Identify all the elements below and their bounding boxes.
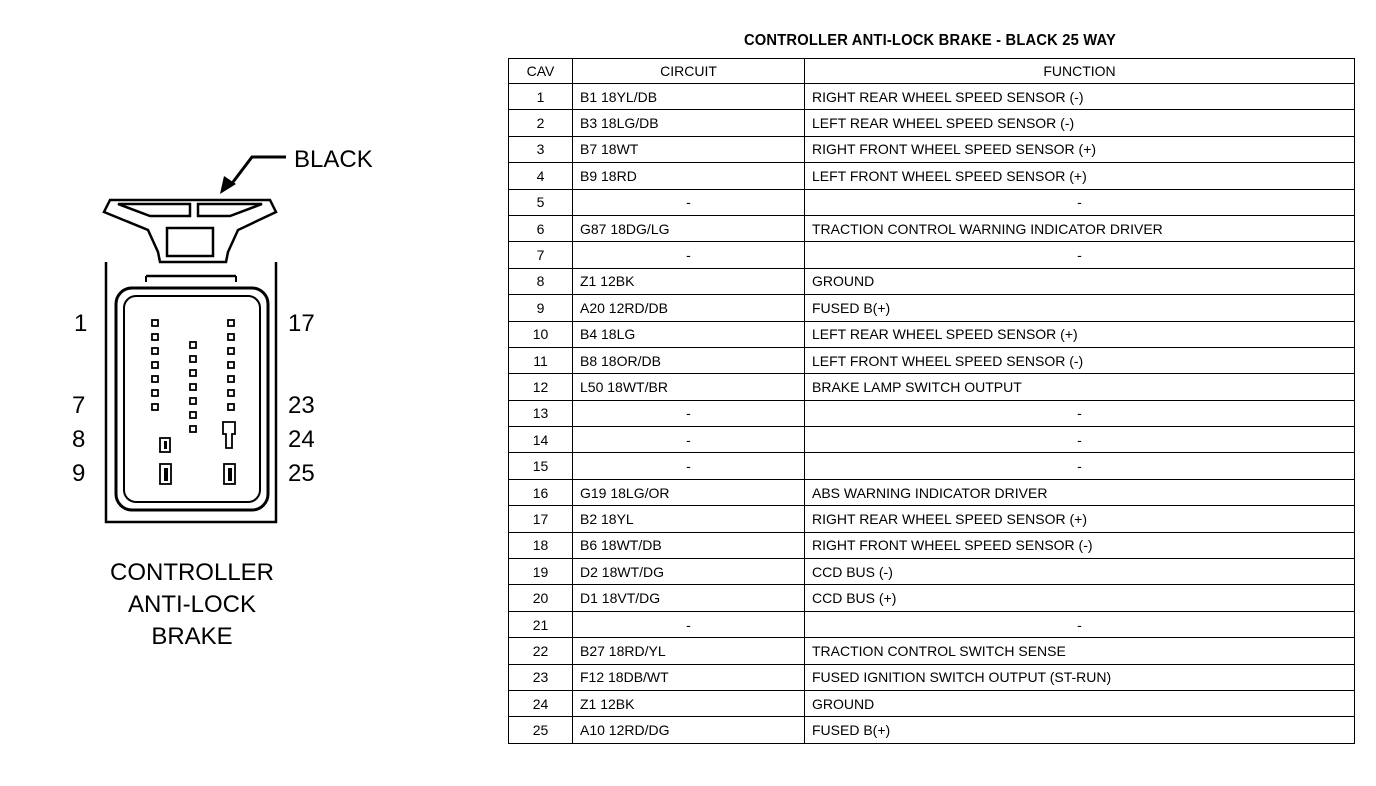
function-cell: - <box>805 611 1355 637</box>
circuit-cell: A10 12RD/DG <box>573 717 805 743</box>
function-cell: - <box>805 400 1355 426</box>
pin-label-1: 1 <box>74 310 88 337</box>
circuit-cell: B8 18OR/DB <box>573 347 805 373</box>
cav-cell: 10 <box>509 321 573 347</box>
table-row <box>509 506 1355 532</box>
function-cell: BRAKE LAMP SWITCH OUTPUT <box>805 374 1355 400</box>
circuit-cell: - <box>573 453 805 479</box>
cav-cell: 6 <box>509 215 573 241</box>
circuit-cell: B2 18YL <box>573 506 805 532</box>
header-function: FUNCTION <box>805 59 1355 84</box>
function-cell: LEFT REAR WHEEL SPEED SENSOR (+) <box>805 321 1355 347</box>
pin-label-24: 24 <box>288 426 315 453</box>
table-body <box>509 84 1355 744</box>
table-row <box>509 136 1355 162</box>
function-cell: - <box>805 427 1355 453</box>
table-row <box>509 532 1355 558</box>
table-row <box>509 374 1355 400</box>
table-row <box>509 321 1355 347</box>
function-cell: LEFT FRONT WHEEL SPEED SENSOR (-) <box>805 347 1355 373</box>
table-row <box>509 215 1355 241</box>
table-title: CONTROLLER ANTI-LOCK BRAKE - BLACK 25 WAY <box>743 32 1116 49</box>
function-cell: ABS WARNING INDICATOR DRIVER <box>805 479 1355 505</box>
circuit-cell: B9 18RD <box>573 163 805 189</box>
circuit-cell: - <box>573 242 805 268</box>
connector-color-callout: BLACK <box>294 146 373 173</box>
table-row <box>509 453 1355 479</box>
cav-cell: 18 <box>509 532 573 558</box>
function-cell: FUSED B(+) <box>805 717 1355 743</box>
function-cell: - <box>805 242 1355 268</box>
cav-cell: 5 <box>509 189 573 215</box>
function-cell: CCD BUS (+) <box>805 585 1355 611</box>
circuit-cell: B1 18YL/DB <box>573 84 805 110</box>
function-cell: GROUND <box>805 690 1355 716</box>
connector-caption-line-2: ANTI-LOCK <box>127 591 257 618</box>
table-row <box>509 479 1355 505</box>
cav-cell: 7 <box>509 242 573 268</box>
connector-cavities <box>152 320 235 484</box>
circuit-cell: - <box>573 189 805 215</box>
table-row <box>509 690 1355 716</box>
function-cell: CCD BUS (-) <box>805 559 1355 585</box>
pin-label-9: 9 <box>72 460 86 487</box>
cav-cell: 2 <box>509 110 573 136</box>
table-row <box>509 559 1355 585</box>
table-row <box>509 242 1355 268</box>
cav-cell: 15 <box>509 453 573 479</box>
pinout-table <box>508 58 1355 744</box>
cav-cell: 14 <box>509 427 573 453</box>
cav-cell: 11 <box>509 347 573 373</box>
cav-cell: 12 <box>509 374 573 400</box>
cav-cell: 21 <box>509 611 573 637</box>
circuit-cell: - <box>573 427 805 453</box>
connector-body <box>106 262 276 522</box>
function-cell: LEFT FRONT WHEEL SPEED SENSOR (+) <box>805 163 1355 189</box>
connector-caption-line-3: BRAKE <box>151 623 233 650</box>
table-row <box>509 717 1355 743</box>
connector-caption-line-1: CONTROLLER <box>109 559 275 586</box>
cav-cell: 8 <box>509 268 573 294</box>
circuit-cell: - <box>573 611 805 637</box>
pin-label-17: 17 <box>288 310 315 337</box>
pin-label-8: 8 <box>72 426 86 453</box>
circuit-cell: B3 18LG/DB <box>573 110 805 136</box>
cav-cell: 9 <box>509 295 573 321</box>
circuit-cell: Z1 12BK <box>573 690 805 716</box>
terminal-inserts <box>164 441 232 481</box>
table-row <box>509 611 1355 637</box>
table-row <box>509 347 1355 373</box>
function-cell: LEFT REAR WHEEL SPEED SENSOR (-) <box>805 110 1355 136</box>
function-cell: RIGHT REAR WHEEL SPEED SENSOR (+) <box>805 506 1355 532</box>
connector-latch <box>104 200 276 262</box>
circuit-cell: D2 18WT/DG <box>573 559 805 585</box>
table-row <box>509 163 1355 189</box>
table-row <box>509 268 1355 294</box>
function-cell: RIGHT FRONT WHEEL SPEED SENSOR (-) <box>805 532 1355 558</box>
function-cell: TRACTION CONTROL WARNING INDICATOR DRIVER <box>805 215 1355 241</box>
table-header-row <box>509 59 1355 84</box>
cav-cell: 23 <box>509 664 573 690</box>
pin-label-23: 23 <box>288 392 315 419</box>
cav-cell: 17 <box>509 506 573 532</box>
table-row <box>509 427 1355 453</box>
function-cell: FUSED IGNITION SWITCH OUTPUT (ST-RUN) <box>805 664 1355 690</box>
function-cell: TRACTION CONTROL SWITCH SENSE <box>805 638 1355 664</box>
cav-cell: 22 <box>509 638 573 664</box>
table-row <box>509 295 1355 321</box>
function-cell: RIGHT REAR WHEEL SPEED SENSOR (-) <box>805 84 1355 110</box>
callout-leader-line <box>230 157 286 186</box>
circuit-cell: L50 18WT/BR <box>573 374 805 400</box>
function-cell: RIGHT FRONT WHEEL SPEED SENSOR (+) <box>805 136 1355 162</box>
cav-cell: 20 <box>509 585 573 611</box>
function-cell: FUSED B(+) <box>805 295 1355 321</box>
table-row <box>509 585 1355 611</box>
cav-cell: 16 <box>509 479 573 505</box>
circuit-cell: D1 18VT/DG <box>573 585 805 611</box>
cav-cell: 4 <box>509 163 573 189</box>
table-row <box>509 84 1355 110</box>
cav-cell: 25 <box>509 717 573 743</box>
circuit-cell: B27 18RD/YL <box>573 638 805 664</box>
function-cell: GROUND <box>805 268 1355 294</box>
circuit-cell: - <box>573 400 805 426</box>
cav-cell: 1 <box>509 84 573 110</box>
header-circuit: CIRCUIT <box>573 59 805 84</box>
circuit-cell: B7 18WT <box>573 136 805 162</box>
circuit-cell: F12 18DB/WT <box>573 664 805 690</box>
cav-cell: 3 <box>509 136 573 162</box>
function-cell: - <box>805 189 1355 215</box>
callout-arrowhead <box>220 176 236 194</box>
table-row <box>509 110 1355 136</box>
table-row <box>509 189 1355 215</box>
table-row <box>509 664 1355 690</box>
function-cell: - <box>805 453 1355 479</box>
circuit-cell: B4 18LG <box>573 321 805 347</box>
cav-cell: 13 <box>509 400 573 426</box>
circuit-cell: G19 18LG/OR <box>573 479 805 505</box>
cav-cell: 19 <box>509 559 573 585</box>
header-cav: CAV <box>509 59 573 84</box>
circuit-cell: Z1 12BK <box>573 268 805 294</box>
pin-label-25: 25 <box>288 460 315 487</box>
connector-diagram <box>0 0 500 700</box>
pin-label-7: 7 <box>72 392 86 419</box>
circuit-cell: G87 18DG/LG <box>573 215 805 241</box>
table-row <box>509 400 1355 426</box>
table-row <box>509 638 1355 664</box>
cav-cell: 24 <box>509 690 573 716</box>
circuit-cell: A20 12RD/DB <box>573 295 805 321</box>
circuit-cell: B6 18WT/DB <box>573 532 805 558</box>
